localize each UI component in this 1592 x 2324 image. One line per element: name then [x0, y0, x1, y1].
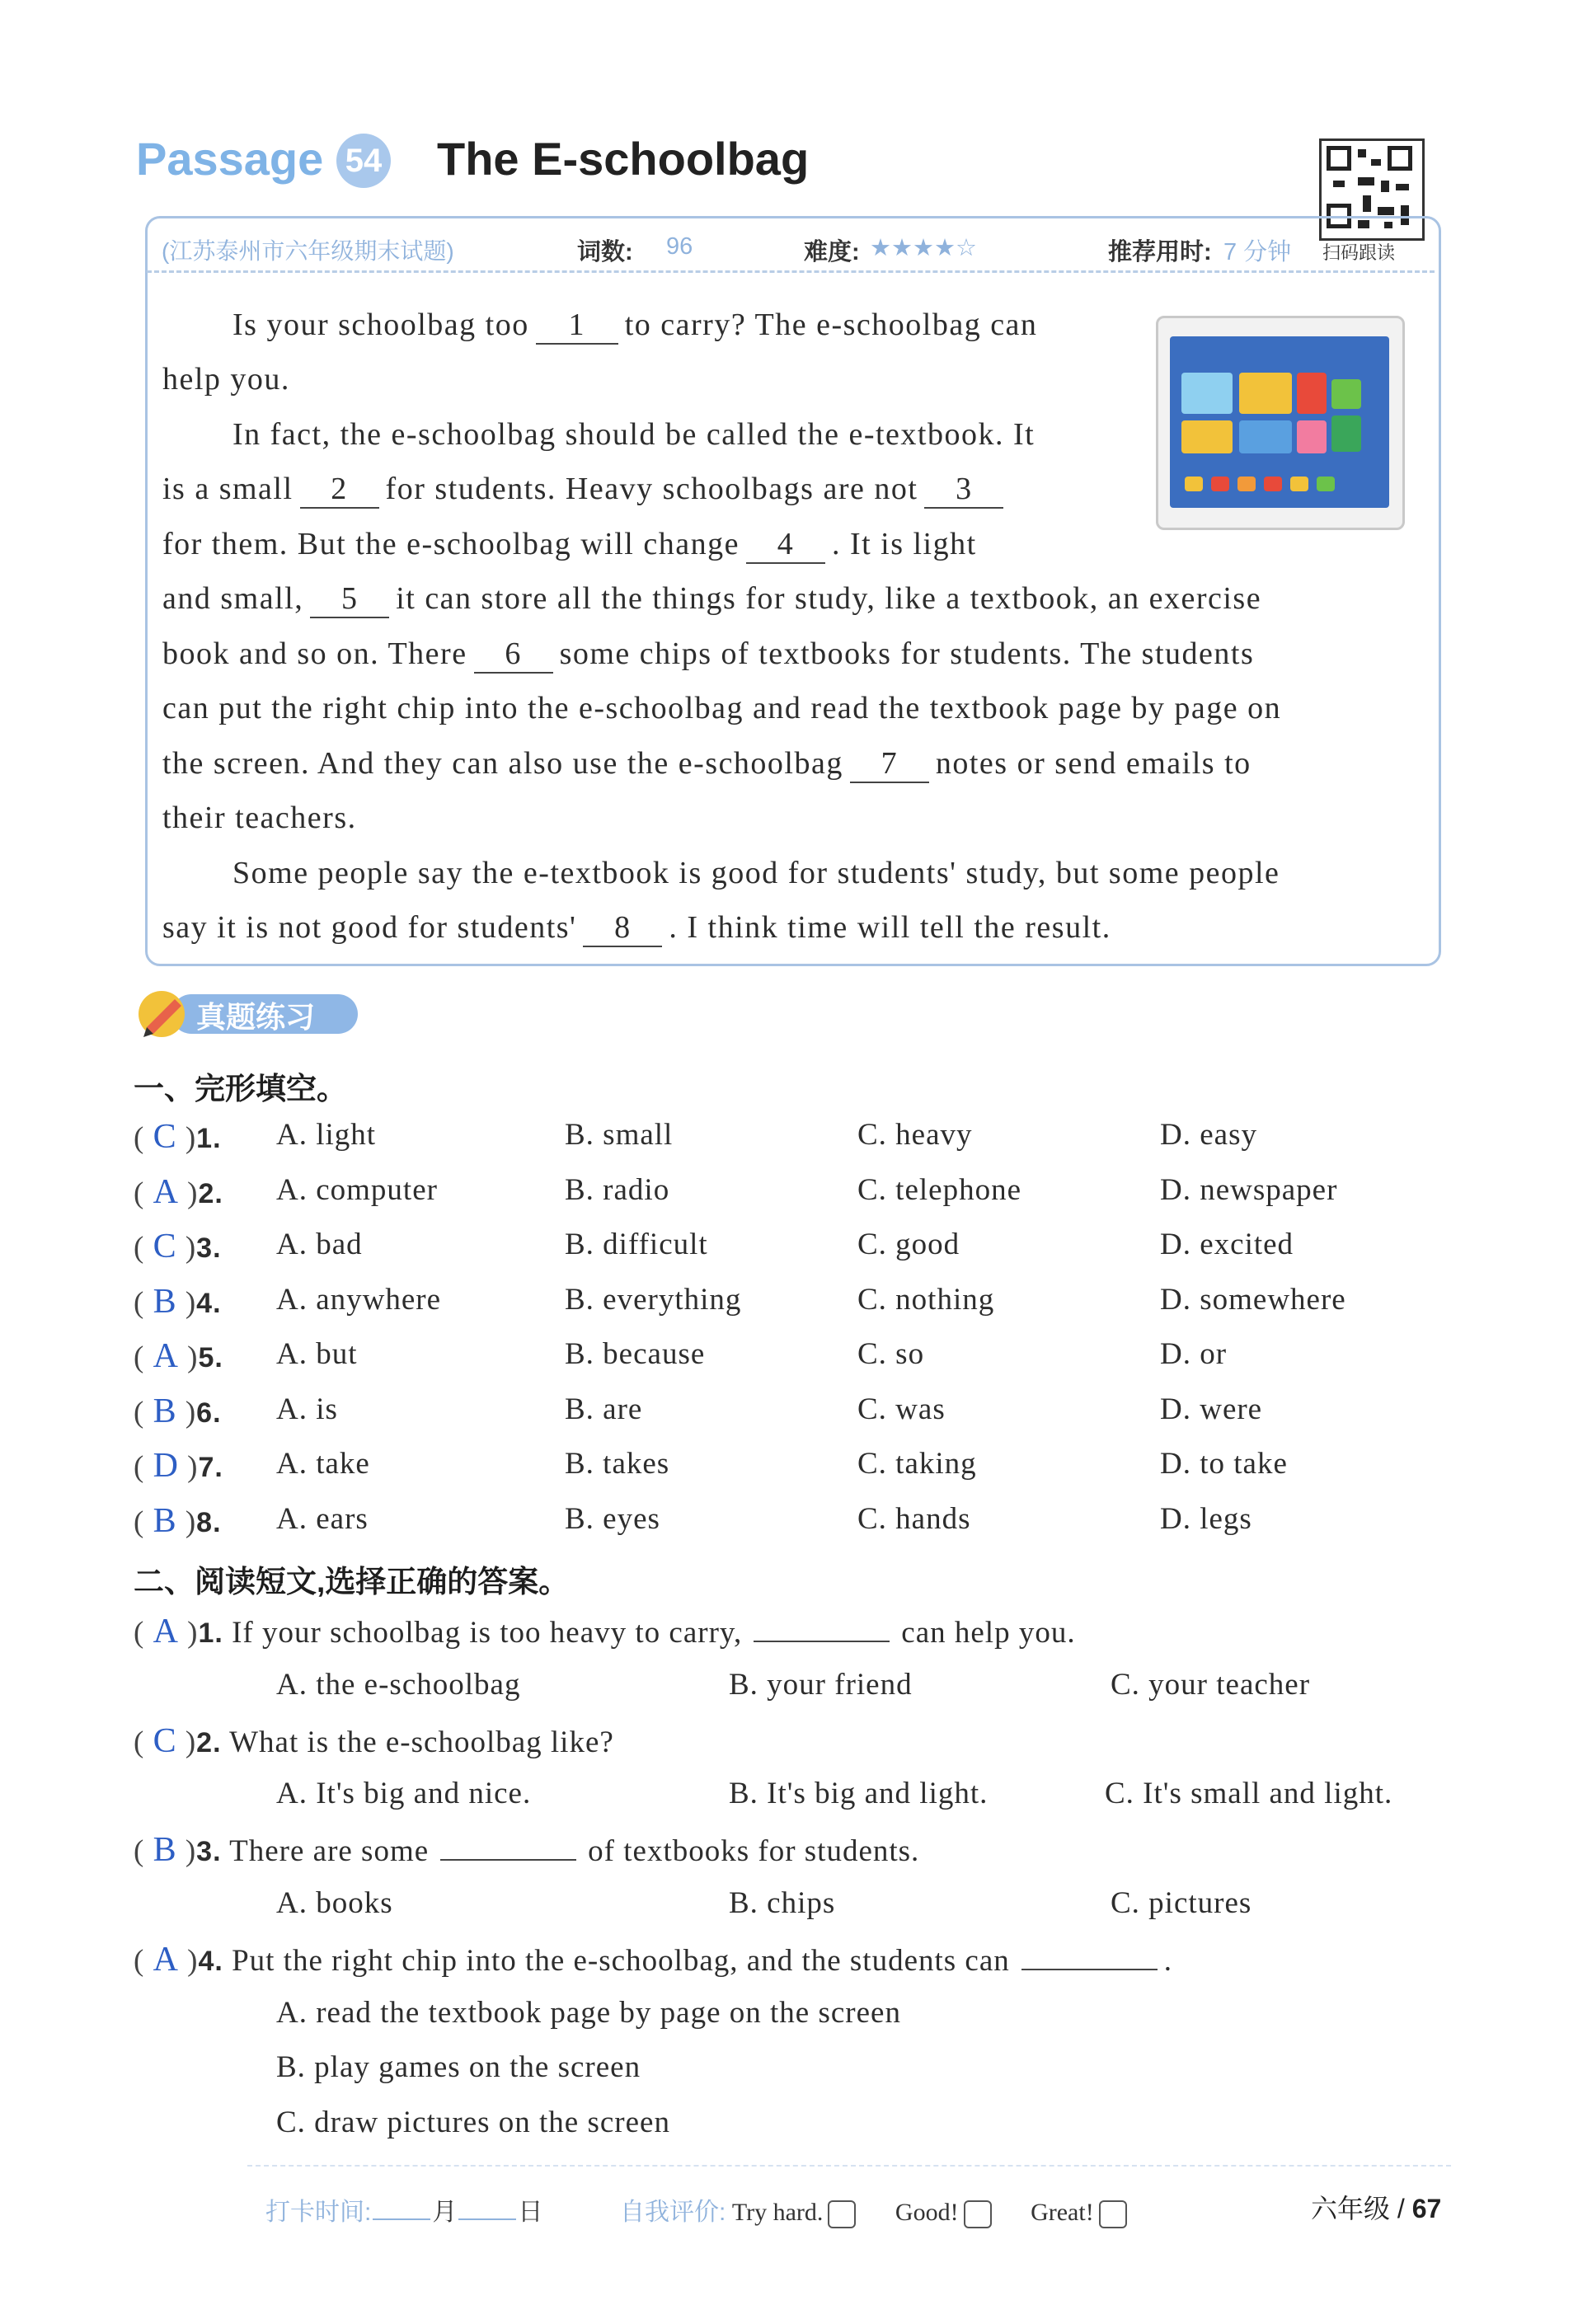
option: B. It's big and light.	[729, 1777, 989, 1810]
tablet-screen	[1170, 336, 1389, 508]
option: C. your teacher	[1111, 1668, 1311, 1702]
option-b: B. takes	[565, 1447, 670, 1481]
blank-3: 3	[924, 471, 1003, 509]
option-d: D. newspaper	[1160, 1172, 1338, 1207]
option: C. It's small and light.	[1105, 1777, 1393, 1810]
question-row: ( D )7.	[134, 1447, 223, 1485]
option: A. books	[276, 1886, 393, 1920]
option-b: B. difficult	[565, 1228, 708, 1261]
option: B. play games on the screen	[276, 2050, 641, 2084]
answer-mark: C	[153, 1118, 177, 1156]
answer-mark: A	[153, 1941, 179, 1979]
blank-8: 8	[583, 909, 662, 947]
section-1-heading: 一、完形填空。	[134, 1072, 347, 1106]
option-d: D. to take	[1160, 1447, 1288, 1481]
page-title: The E-schoolbag	[437, 133, 810, 185]
time-value: 7 分钟	[1223, 239, 1292, 265]
option-a: A. light	[276, 1118, 377, 1152]
option-c: C. nothing	[857, 1282, 995, 1317]
question-number: 8.	[196, 1506, 222, 1538]
month-blank[interactable]	[373, 2218, 430, 2220]
question-row: ( C )3.	[134, 1228, 222, 1265]
option-c: C. telephone	[857, 1172, 1022, 1207]
option: C. pictures	[1111, 1886, 1252, 1920]
question-number: 3.	[196, 1232, 222, 1264]
option-d: D. or	[1160, 1337, 1228, 1371]
good-checkbox[interactable]	[964, 2200, 992, 2228]
question-number: 6.	[196, 1397, 222, 1429]
blank-2: 2	[300, 471, 379, 509]
word-count-label: 词数:	[577, 239, 633, 265]
answer-mark: C	[153, 1228, 177, 1265]
question-row: ( A )4. Put the right chip into the e-schoolbag, and the students can .	[134, 1941, 1173, 1979]
checkin-date: 打卡时间: 月 日	[265, 2199, 543, 2226]
option-c: C. hands	[857, 1501, 971, 1536]
option-a: A. ears	[276, 1501, 369, 1536]
answer-blank	[440, 1859, 576, 1861]
option-c: C. so	[857, 1337, 925, 1371]
question-number: 1.	[196, 1123, 222, 1154]
passage-line: the screen. And they can also use the e-schoolbag 7 notes or send emails to	[162, 745, 1252, 783]
blank-4: 4	[746, 526, 825, 564]
self-evaluation: 自我评价: Try hard. Good! Great!	[620, 2191, 1127, 2228]
day-blank[interactable]	[458, 2218, 516, 2220]
option-c: C. heavy	[857, 1118, 973, 1152]
option-c: C. good	[857, 1228, 960, 1261]
footer-divider	[247, 2165, 1451, 2167]
passage-number-badge: 54	[336, 134, 391, 188]
option-b: B. because	[565, 1337, 706, 1371]
passage-line: for them. But the e-schoolbag will change 4 . It is light	[162, 526, 977, 564]
option-d: D. legs	[1160, 1501, 1252, 1536]
option-a: A. computer	[276, 1172, 438, 1207]
answer-mark: A	[153, 1613, 179, 1650]
passage-line: help you.	[162, 362, 290, 397]
option-a: A. anywhere	[276, 1282, 442, 1317]
answer-mark: B	[153, 1282, 177, 1321]
option-d: D. somewhere	[1160, 1282, 1346, 1317]
passage-line: Is your schoolbag too 1 to carry? The e-schoolbag can	[232, 307, 1037, 345]
answer-blank	[754, 1641, 890, 1642]
option-b: B. radio	[565, 1172, 670, 1207]
passage-line: can put the right chip into the e-schoolbag and read the textbook page by page on	[162, 691, 1282, 725]
option: A. It's big and nice.	[276, 1777, 532, 1810]
passage-line: is a small 2 for students. Heavy schoolbags are not 3	[162, 471, 1010, 509]
passage-line: Some people say the e-textbook is good for students' study, but some people	[232, 856, 1280, 890]
option-c: C. was	[857, 1392, 946, 1426]
option-a: A. is	[276, 1392, 338, 1426]
passage-line: say it is not good for students' 8 . I think time will tell the result.	[162, 909, 1111, 947]
question-row: ( A )5.	[134, 1337, 223, 1375]
try-hard-checkbox[interactable]	[828, 2200, 856, 2228]
great-checkbox[interactable]	[1099, 2200, 1127, 2228]
tablet-image	[1156, 316, 1405, 530]
option-b: B. everything	[565, 1282, 742, 1317]
option-a: A. bad	[276, 1228, 363, 1261]
blank-5: 5	[310, 580, 389, 618]
word-count-value: 96	[666, 233, 693, 260]
question-row: ( B )6.	[134, 1392, 222, 1430]
answer-blank	[1021, 1969, 1158, 1970]
option-b: B. eyes	[565, 1501, 660, 1536]
question-row: ( A )2.	[134, 1172, 223, 1211]
time-label: 推荐用时:	[1108, 239, 1212, 265]
question-row: ( A )1. If your schoolbag is too heavy to carry, can help you.	[134, 1613, 1076, 1650]
answer-mark: A	[153, 1172, 179, 1211]
answer-mark: C	[153, 1722, 177, 1760]
option-a: A. take	[276, 1447, 370, 1481]
blank-6: 6	[474, 636, 553, 674]
question-number: 5.	[198, 1342, 223, 1373]
option: C. draw pictures on the screen	[276, 2106, 670, 2139]
blank-1: 1	[536, 307, 618, 345]
question-row: ( B )8.	[134, 1501, 222, 1540]
option: B. chips	[729, 1886, 836, 1920]
question-number: 4.	[196, 1287, 222, 1319]
passage-line: and small, 5 it can store all the things for study, like a textbook, an exercise	[162, 580, 1261, 618]
question-number: 2.	[198, 1177, 223, 1209]
passage-line: their teachers.	[162, 800, 357, 835]
page-number: 六年级 / 67	[1311, 2194, 1442, 2223]
question-row: ( C )1.	[134, 1118, 222, 1156]
qr-caption: 扫码跟读	[1322, 242, 1396, 263]
answer-mark: A	[153, 1337, 179, 1375]
section-2-heading: 二、阅读短文,选择正确的答案。	[134, 1565, 570, 1599]
answer-mark: B	[153, 1392, 177, 1430]
option-d: D. easy	[1160, 1118, 1257, 1152]
question-row: ( B )3. There are some of textbooks for students.	[134, 1831, 920, 1869]
question-number: 7.	[198, 1452, 223, 1483]
difficulty-label: 难度:	[804, 239, 860, 265]
blank-7: 7	[850, 745, 929, 783]
option: B. your friend	[729, 1668, 913, 1702]
option-d: D. were	[1160, 1392, 1263, 1426]
option-a: A. but	[276, 1337, 358, 1371]
source-text: (江苏泰州市六年级期末试题)	[162, 238, 454, 264]
answer-mark: B	[153, 1501, 177, 1540]
passage-line: book and so on. There 6 some chips of textbooks for students. The students	[162, 636, 1254, 674]
difficulty-stars: ★★★★☆	[870, 235, 977, 261]
practice-label: 真题练习	[196, 1000, 316, 1034]
question-row: ( C )2. What is the e-schoolbag like?	[134, 1722, 614, 1760]
question-row: ( B )4.	[134, 1282, 222, 1321]
option-c: C. taking	[857, 1447, 977, 1481]
answer-mark: B	[153, 1831, 177, 1869]
option: A. the e-schoolbag	[276, 1668, 521, 1702]
passage-label: Passage	[136, 133, 324, 185]
answer-mark: D	[153, 1447, 179, 1485]
option-b: B. small	[565, 1118, 674, 1152]
passage-line: In fact, the e-schoolbag should be called the e-textbook. It	[232, 417, 1036, 452]
option-b: B. are	[565, 1392, 643, 1426]
option: A. read the textbook page by page on the screen	[276, 1996, 901, 2030]
option-d: D. excited	[1160, 1228, 1294, 1261]
